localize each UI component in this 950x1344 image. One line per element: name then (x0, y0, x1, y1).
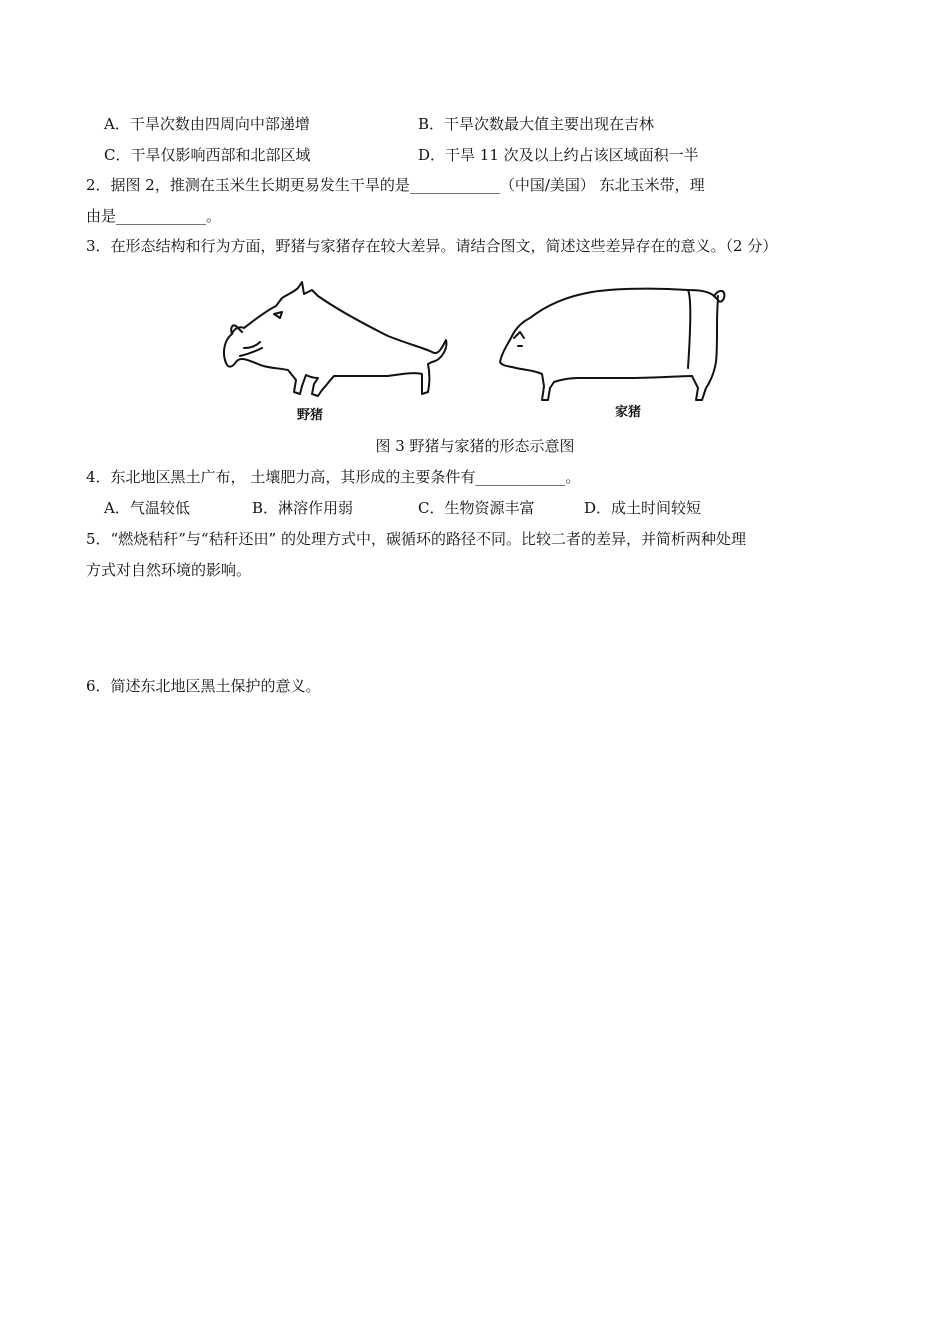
pig-morphology-figure (218, 278, 733, 428)
q4-option-d: D．成土时间较短 (584, 499, 702, 517)
q1-option-c: C．干旱仅影响西部和北部区域 (104, 146, 311, 164)
q1-option-a: A．干旱次数由四周向中部递增 (104, 115, 310, 133)
wild-pig-drawing (224, 282, 446, 396)
q1-option-b: B．干旱次数最大值主要出现在吉林 (418, 115, 655, 133)
pig-drawings (218, 278, 733, 428)
q4-option-c: C．生物资源丰富 (418, 499, 535, 517)
wild-pig-label: 野猪 (296, 408, 324, 423)
q2-line-2: 由是____________。 (86, 207, 222, 225)
q5-line-1: 5．“燃烧秸秆”与“秸秆还田” 的处理方式中，碳循环的路径不同。比较二者的差异，并简析两种处理 (86, 530, 746, 548)
figure-caption: 图 3 野猪与家猪的形态示意图 (375, 437, 575, 455)
q5-line-2: 方式对自然环境的影响。 (86, 561, 252, 579)
q3-text: 3．在形态结构和行为方面，野猪与家猪存在较大差异。请结合图文，简述这些差异存在的意义。（2 分） (86, 237, 778, 255)
q1-option-d: D．干旱 11 次及以上约占该区域面积一半 (418, 146, 699, 164)
q4-text: 4．东北地区黑土广布， 土壤肥力高，其形成的主要条件有____________。 (86, 468, 581, 486)
q4-option-a: A．气温较低 (104, 499, 190, 517)
q6-text: 6．简述东北地区黑土保护的意义。 (86, 677, 321, 695)
q4-option-b: B．淋溶作用弱 (252, 499, 354, 517)
q2-line-1: 2．据图 2，推测在玉米生长期更易发生干旱的是____________（中国/美国） 东北玉米带，理 (86, 176, 705, 194)
domestic-pig-label: 家猪 (614, 405, 642, 420)
domestic-pig-drawing (500, 289, 724, 400)
